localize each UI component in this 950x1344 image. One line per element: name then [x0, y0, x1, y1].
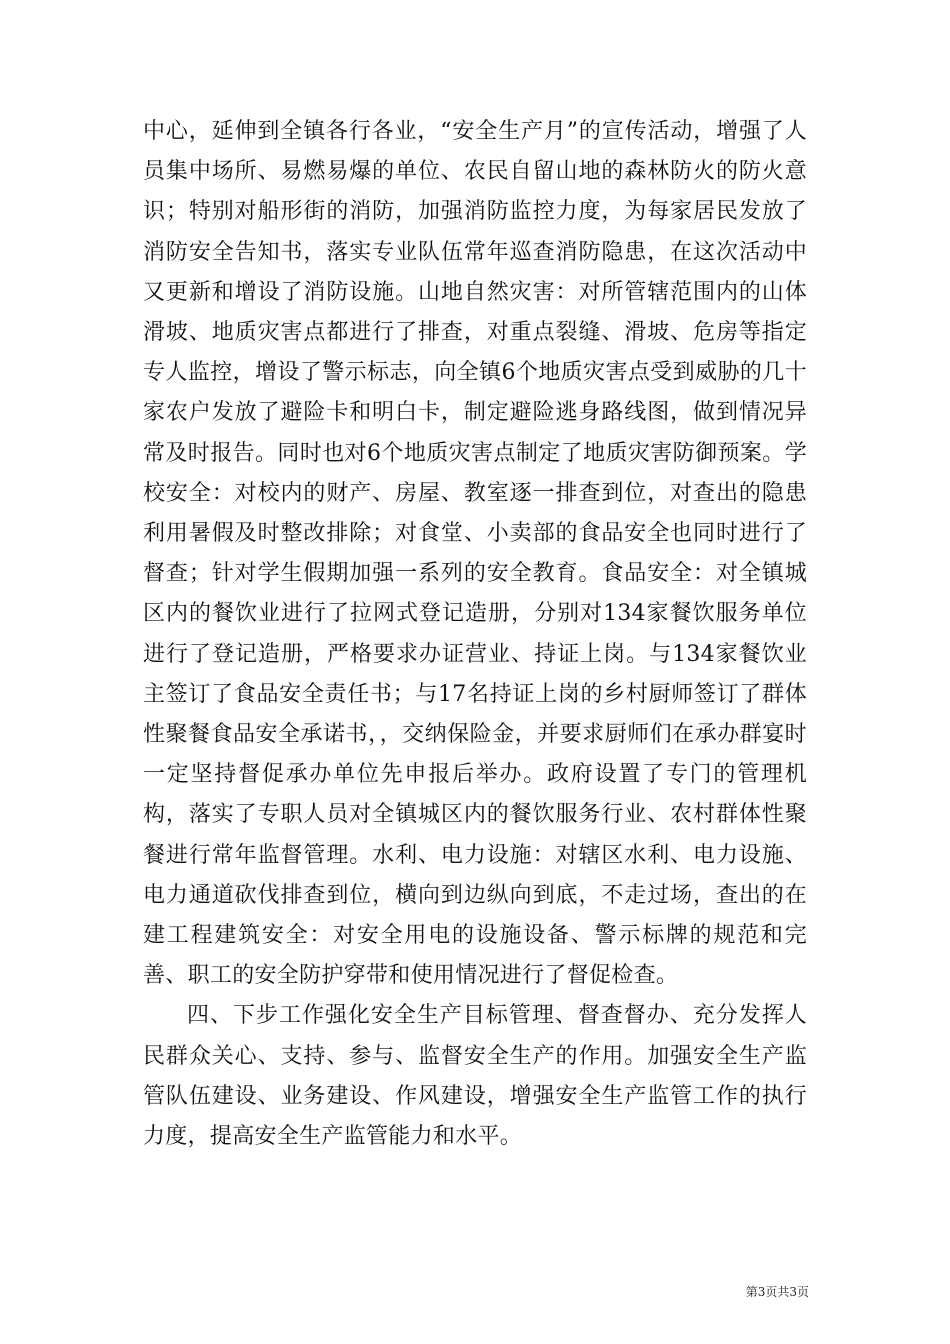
body-paragraph-section-four: 四、下步工作强化安全生产目标管理、督查督办、充分发挥人民群众关心、支持、参与、监督安全生产的作用。加强安全生产监管队伍建设、业务建设、作风建设，增强安全生产监管工作的执行力度，提高安全生产监管能力和水平。: [143, 1003, 807, 1150]
body-paragraph: 中心，延伸到全镇各行各业，“安全生产月”的宣传活动，增强了人员集中场所、易燃易爆的单位、农民自留山地的森林防火的防火意识；特别对船形街的消防，加强消防监控力度，为每家居民发放了消防安全告知书，落实专业队伍常年巡查消防隐患，在这次活动中又更新和增设了消防设施。山地自然灾害：对所管辖范围内的山体滑坡、地质灾害点都进行了排查，对重点裂缝、滑坡、危房等指定专人监控，增设了警示标志，向全镇6个地质灾害点受到威胁的几十家农户发放了避险卡和明白卡，制定避险逃身路线图，做到情况异常及时报告。同时也对6个地质灾害点制定了地质灾害防御预案。学校安全：对校内的财产、房屋、教室逐一排查到位，对查出的隐患利用暑假及时整改排除；对食堂、小卖部的食品安全也同时进行了督查；针对学生假期加强一系列的安全教育。食品安全：对全镇城区内的餐饮业进行了拉网式登记造册，分别对134家餐饮服务单位进行了登记造册，严格要求办证营业、持证上岗。与134家餐饮业主签订了食品安全责任书；与17名持证上岗的乡村厨师签订了群体性聚餐食品安全承诺书，，交纳保险金，并要求厨师们在承办群宴时一定坚持督促承办单位先申报后举办。政府设置了专门的管理机构，落实了专职人员对全镇城区内的餐饮服务行业、农村群体性聚餐进行常年监督管理。水利、电力设施：对辖区水利、电力设施、电力通道砍伐排查到位，横向到边纵向到底，不走过场，查出的在建工程建筑安全：对安全用电的设施设备、警示标牌的规范和完善、职工的安全防护穿带和使用情况进行了督促检查。: [143, 119, 807, 989]
document-body: [143, 112, 807, 1157]
page-number: 第3页共3页: [745, 1285, 809, 1299]
